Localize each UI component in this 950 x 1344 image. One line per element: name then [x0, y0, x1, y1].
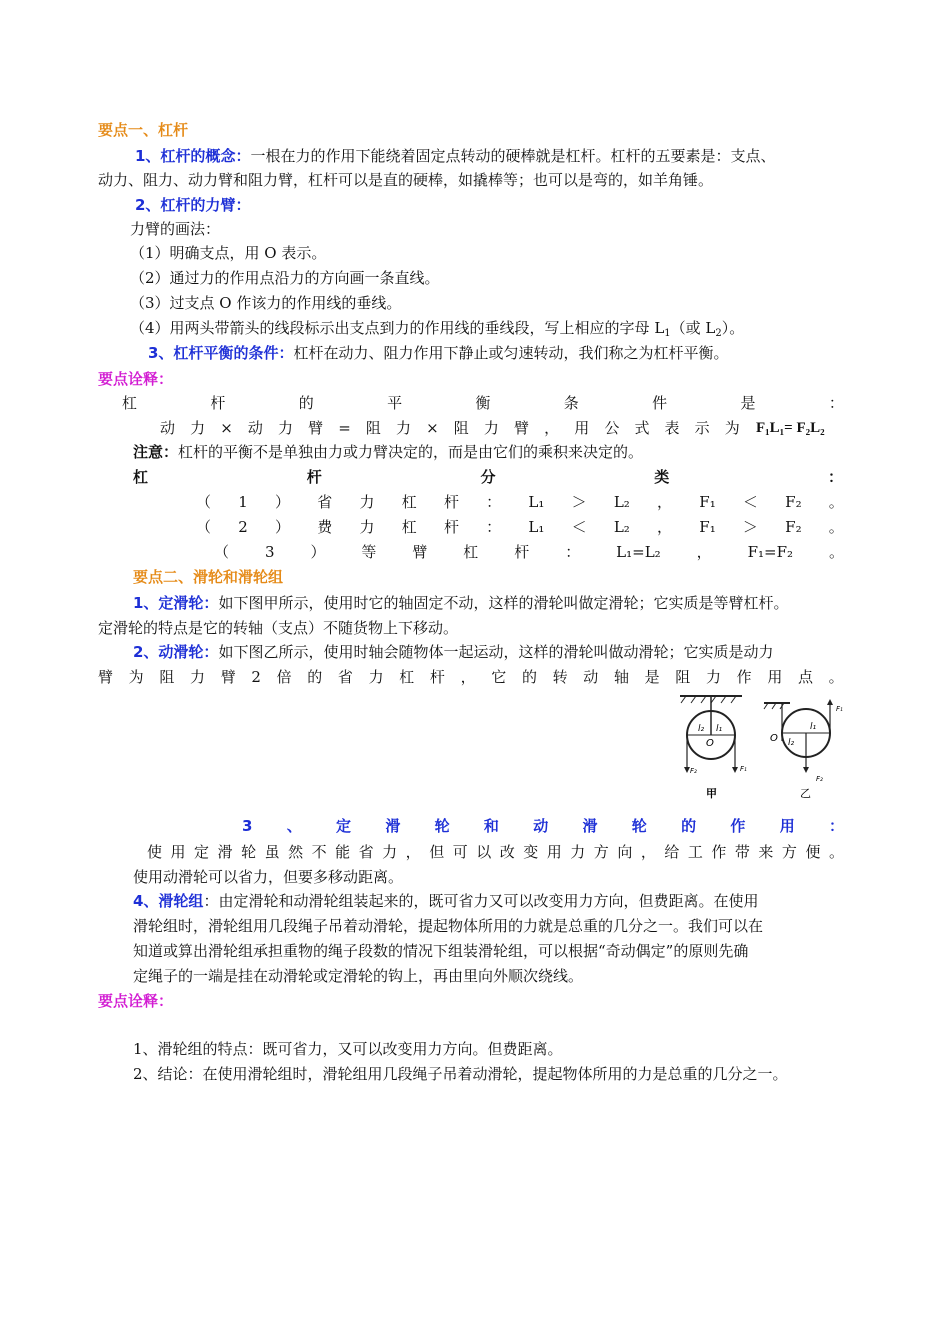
pulley-effect-heading-token: 3	[242, 817, 253, 835]
moving-pulley-line-2	[98, 667, 844, 687]
formula-token: 动	[160, 419, 176, 437]
pulley-group-line-3: 知道或算出滑轮组承担重物的绳子段数的情况下组装滑轮组，可以根据“奇动偶定”的原则先确	[133, 942, 749, 960]
moving-pulley-token: 臂	[98, 668, 114, 686]
class-1-token: ：	[486, 493, 502, 511]
classification-token: 杆	[306, 468, 322, 486]
pulley-effect-token: 以	[476, 843, 492, 861]
fixed-pulley-line-2: 定滑轮的特点是它的转轴（支点）不随货物上下移动。	[98, 619, 459, 637]
moving-pulley-token: 力	[368, 668, 384, 686]
pulley-effect-heading-token: 的	[681, 817, 697, 835]
step-4-text: （4）用两头带箭头的线段标示出支点到力的作用线的垂线段，写上相应的字母 L	[130, 319, 665, 337]
class-2-token: （	[196, 518, 212, 536]
pulley-effect-token: 虽	[264, 843, 280, 861]
pulley-effect-token: 方	[781, 843, 797, 861]
balance-condition-token: 平	[387, 394, 403, 412]
moving-pulley-token: 阻	[159, 668, 175, 686]
class-1-token: 杆	[443, 493, 459, 511]
fixed-pulley-label: 1、定滑轮：	[133, 594, 219, 612]
class-2-token: ：	[486, 518, 502, 536]
moving-pulley-token: 力	[705, 668, 721, 686]
formula-token: 表	[664, 419, 680, 437]
moving-pulley-token: 转	[552, 668, 568, 686]
pulley-effect-heading-token: 动	[533, 817, 549, 835]
class-2-token: 杆	[443, 518, 459, 536]
class-3-token: ，	[696, 543, 712, 561]
pulley-effect-token: 力	[382, 843, 398, 861]
lever-concept-line	[135, 146, 775, 166]
attention-text: 杠杆的平衡不是单独由力或力臂决定的，而是由它们的乘积来决定的。	[178, 443, 644, 461]
class-3-token: 。	[828, 543, 844, 561]
moving-pulley-token: 为	[128, 668, 144, 686]
label-o-b: O	[770, 733, 778, 744]
balance-label: 3、杠杆平衡的条件：	[148, 344, 294, 362]
fixed-pulley-text: 如下图甲所示，使用时它的轴固定不动，这样的滑轮叫做定滑轮；它实质是等臂杠杆。	[218, 594, 789, 612]
label-yi: 乙	[800, 787, 811, 800]
moving-pulley-token: ，	[460, 668, 476, 686]
formula-token: 用	[574, 419, 590, 437]
pulley-effect-token: 滑	[217, 843, 233, 861]
step-3: （3）过支点 O 作该力的作用线的垂线。	[130, 294, 402, 312]
pulley-effect-token: 不	[311, 843, 327, 861]
pulley-effect-token: 能	[335, 843, 351, 861]
class-1-token: 力	[359, 493, 375, 511]
pulley-effect-token: 作	[711, 843, 727, 861]
pulley-effect-token: 然	[288, 843, 304, 861]
classification-token: ：	[827, 468, 843, 486]
formula-token: ，	[544, 419, 560, 437]
formula-token: 臂	[308, 419, 324, 437]
formula-token: 阻	[365, 419, 381, 437]
pulley-effect-token: 向	[617, 843, 633, 861]
pulley-effect-token: 使	[147, 843, 163, 861]
pulley-effect-heading-token: ：	[828, 817, 844, 835]
moving-pulley-label: 2、动滑轮：	[133, 643, 219, 661]
balance-condition-token: 条	[563, 394, 579, 412]
label-f2-a: F₂	[690, 767, 697, 775]
class-1-token: （	[196, 493, 212, 511]
class-1-token: L₁	[528, 493, 545, 511]
formula-words	[160, 418, 740, 438]
step-4-text-c: ）。	[721, 319, 745, 337]
pulley-effect-heading-token: 滑	[385, 817, 401, 835]
class-1-token: ）	[275, 493, 291, 511]
label-l1-a: l₂	[698, 724, 705, 734]
pulley-group-line-2: 滑轮组时，滑轮组用几段绳子吊着动滑轮，提起物体所用的力就是总重的几分之一。我们可以在	[133, 917, 764, 935]
moving-pulley-token: 省	[337, 668, 353, 686]
pulley-effect-token: 力	[570, 843, 586, 861]
classification-token: 类	[654, 468, 670, 486]
class-2-token: 。	[828, 518, 844, 536]
note-2-heading: 要点诠释：	[98, 992, 174, 1010]
pulley-effect-heading-token: 滑	[582, 817, 598, 835]
pulley-effect-heading-token: 轮	[631, 817, 647, 835]
step-4-sub-2: 2	[715, 328, 722, 339]
formula-token: 为	[724, 419, 740, 437]
formula-token: 力	[190, 419, 206, 437]
class-3-token: F₁=F₂	[747, 543, 793, 561]
step-4-sub-1: 1	[664, 328, 671, 339]
label-o-a: O	[706, 738, 714, 749]
class-2-token: 杠	[401, 518, 417, 536]
label-l1-b: l₁	[810, 722, 817, 732]
moving-pulley-token: 力	[190, 668, 206, 686]
pulley-effect-heading-token: 轮	[434, 817, 450, 835]
class-2-token: ，	[657, 518, 673, 536]
formula-token: 力	[278, 419, 294, 437]
formula-expression: F₁L₁= F₂L₂	[756, 420, 825, 436]
class-1-token: 杠	[401, 493, 417, 511]
moving-pulley-token: 阻	[675, 668, 691, 686]
classification-token: 分	[480, 468, 496, 486]
pulley-effect-token: 方	[593, 843, 609, 861]
balance-line	[148, 343, 728, 363]
fixed-pulley-diagram	[680, 696, 747, 800]
lever-arm-intro: 力臂的画法：	[130, 220, 221, 238]
balance-condition-token: ：	[828, 394, 844, 412]
pulley-effect-token: 定	[194, 843, 210, 861]
pulley-effect-token: 给	[664, 843, 680, 861]
pulley-effect-token: 用	[546, 843, 562, 861]
formula-token: 力	[396, 419, 412, 437]
class-2-token: 费	[317, 518, 333, 536]
class-1-token: ＜	[742, 493, 758, 511]
formula-token: 阻	[453, 419, 469, 437]
class-3-token: 杠	[463, 543, 479, 561]
pulley-effect-token: 轮	[241, 843, 257, 861]
balance-condition-line	[122, 393, 844, 413]
pulley-group-line-4: 定绳子的一端是挂在动滑轮或定滑轮的钩上，再由里向外顺次绕线。	[133, 967, 584, 985]
moving-pulley-token: 它	[491, 668, 507, 686]
class-2-token: ）	[275, 518, 291, 536]
formula-token: 示	[694, 419, 710, 437]
class-3-token: 等	[361, 543, 377, 561]
attention-line	[133, 442, 643, 462]
pulley-effect-token: 。	[828, 843, 844, 861]
pulley-effect-token: 工	[687, 843, 703, 861]
pulley-effect-token: 可	[452, 843, 468, 861]
pulley-effect-token: 便	[805, 843, 821, 861]
pulley-effect-heading-token: 和	[483, 817, 499, 835]
moving-pulley-line	[133, 642, 773, 662]
formula-token: 动	[247, 419, 263, 437]
pulley-effect-token: ，	[405, 843, 421, 861]
classification-token: 杠	[133, 468, 149, 486]
moving-pulley-diagram	[764, 699, 843, 800]
lever-concept-label: 1、杠杆的概念：	[135, 147, 251, 165]
pulley-effect-token: ，	[640, 843, 656, 861]
class-1-token: 省	[317, 493, 333, 511]
step-2: （2）通过力的作用点沿力的方向画一条直线。	[130, 269, 440, 287]
class-1-token: ＞	[571, 493, 587, 511]
balance-condition-token: 衡	[475, 394, 491, 412]
formula-token: 公	[604, 419, 620, 437]
lever-concept-line-2: 动力、阻力、动力臂和阻力臂，杠杆可以是直的硬棒，如撬棒等；也可以是弯的，如羊角锤。	[98, 171, 714, 189]
label-l2-a: l₁	[716, 724, 723, 734]
class-1-token: 。	[828, 493, 844, 511]
moving-pulley-token: 倍	[276, 668, 292, 686]
class-3-token: 3	[264, 543, 275, 561]
pulley-group-text: ：由定滑轮和动滑轮组装起来的，既可省力又可以改变用力方向，但费距离。在使用	[203, 892, 759, 910]
label-f1-a: F₁	[740, 765, 747, 773]
note-1-heading: 要点诠释：	[98, 370, 174, 388]
label-f1-b: F₁	[836, 705, 843, 713]
moving-pulley-text: 如下图乙所示，使用时轴会随物体一起运动，这样的滑轮叫做动滑轮；它实质是动力	[218, 643, 774, 661]
note-2-point-1: 1、滑轮组的特点：既可省力，又可以改变用力方向。但费距离。	[133, 1040, 563, 1058]
class-3-line	[214, 542, 844, 562]
pulley-effect-token: 带	[734, 843, 750, 861]
pulley-effect-heading	[242, 816, 844, 836]
pulley-effect-token: 但	[429, 843, 445, 861]
moving-pulley-token: 。	[828, 668, 844, 686]
pulley-effect-heading-token: 作	[730, 817, 746, 835]
lever-classification-line	[133, 467, 843, 487]
pulley-group-line	[133, 891, 758, 911]
moving-pulley-token: 是	[644, 668, 660, 686]
moving-pulley-token: 作	[736, 668, 752, 686]
class-3-token: （	[214, 543, 230, 561]
moving-pulley-token: 轴	[613, 668, 629, 686]
class-3-token: 臂	[412, 543, 428, 561]
balance-condition-token: 是	[740, 394, 756, 412]
moving-pulley-token: 臂	[220, 668, 236, 686]
moving-pulley-token: 杠	[399, 668, 415, 686]
formula-token: 式	[634, 419, 650, 437]
step-4-text-b: （或 L	[670, 319, 716, 337]
pulley-effect-token: 改	[499, 843, 515, 861]
balance-condition-token: 杠	[122, 394, 138, 412]
pulley-effect-token: 来	[758, 843, 774, 861]
moving-pulley-token: 的	[307, 668, 323, 686]
formula-token: 臂	[514, 419, 530, 437]
class-3-token: ）	[310, 543, 326, 561]
formula-token: 力	[483, 419, 499, 437]
balance-text: 杠杆在动力、阻力作用下静止或匀速转动，我们称之为杠杆平衡。	[293, 344, 729, 362]
lever-concept-text: 一根在力的作用下能绕着固定点转动的硬棒就是杠杆。杠杆的五要素是：支点、	[250, 147, 776, 165]
pulley-group-label: 4、滑轮组	[133, 892, 204, 910]
pulley-effect-token: 用	[170, 843, 186, 861]
balance-condition-token: 件	[652, 394, 668, 412]
class-3-token: 杆	[514, 543, 530, 561]
class-1-line	[196, 492, 844, 512]
pulley-effect-heading-token: 定	[336, 817, 352, 835]
balance-condition-token: 的	[298, 394, 314, 412]
class-1-token: 1	[238, 493, 248, 511]
class-2-token: F₁	[699, 518, 716, 536]
lever-arm-label: 2、杠杆的力臂：	[135, 196, 251, 214]
label-l2-b: l₂	[788, 738, 795, 748]
class-1-token: L₂	[613, 493, 630, 511]
moving-pulley-token: 点	[797, 668, 813, 686]
fixed-pulley-line	[133, 593, 788, 613]
note-2-point-2: 2、结论：在使用滑轮组时，滑轮组用几段绳子吊着动滑轮，提起物体所用的力是总重的几分之一。	[133, 1065, 788, 1083]
attention-label: 注意：	[133, 443, 179, 461]
formula-token: =	[338, 419, 351, 437]
class-2-token: L₁	[528, 518, 545, 536]
class-2-token: F₂	[785, 518, 802, 536]
moving-pulley-token: 2	[251, 668, 261, 686]
class-2-line	[196, 517, 844, 537]
section-2-heading: 要点二、滑轮和滑轮组	[133, 568, 284, 586]
pulley-effect-token: 变	[523, 843, 539, 861]
moving-pulley-token: 的	[521, 668, 537, 686]
class-2-token: ＜	[571, 518, 587, 536]
moving-pulley-token: 动	[583, 668, 599, 686]
class-2-token: ＞	[742, 518, 758, 536]
class-1-token: F₂	[785, 493, 802, 511]
pulley-effect-heading-token: 、	[286, 817, 302, 835]
class-1-token: ，	[657, 493, 673, 511]
step-4	[130, 318, 744, 338]
moving-pulley-token: 杆	[429, 668, 445, 686]
pulley-effect-line	[147, 842, 844, 862]
pulley-effect-line-2: 使用动滑轮可以省力，但要多移动距离。	[133, 868, 404, 886]
pulley-effect-heading-token: 用	[779, 817, 795, 835]
section-1-heading: 要点一、杠杆	[98, 121, 189, 139]
class-2-token: 2	[238, 518, 248, 536]
class-1-token: F₁	[699, 493, 716, 511]
class-3-token: L₁=L₂	[616, 543, 661, 561]
label-jia: 甲	[706, 787, 717, 800]
label-f2-b: F₂	[816, 775, 823, 783]
moving-pulley-token: 用	[767, 668, 783, 686]
balance-condition-token: 杆	[210, 394, 226, 412]
class-2-token: L₂	[613, 518, 630, 536]
pulley-figure	[678, 693, 858, 803]
class-3-token: ：	[565, 543, 581, 561]
step-1: （1）明确支点，用 O 表示。	[130, 244, 327, 262]
pulley-effect-token: 省	[358, 843, 374, 861]
class-2-token: 力	[359, 518, 375, 536]
formula-token: ×	[426, 419, 439, 437]
formula-token: ×	[220, 419, 233, 437]
